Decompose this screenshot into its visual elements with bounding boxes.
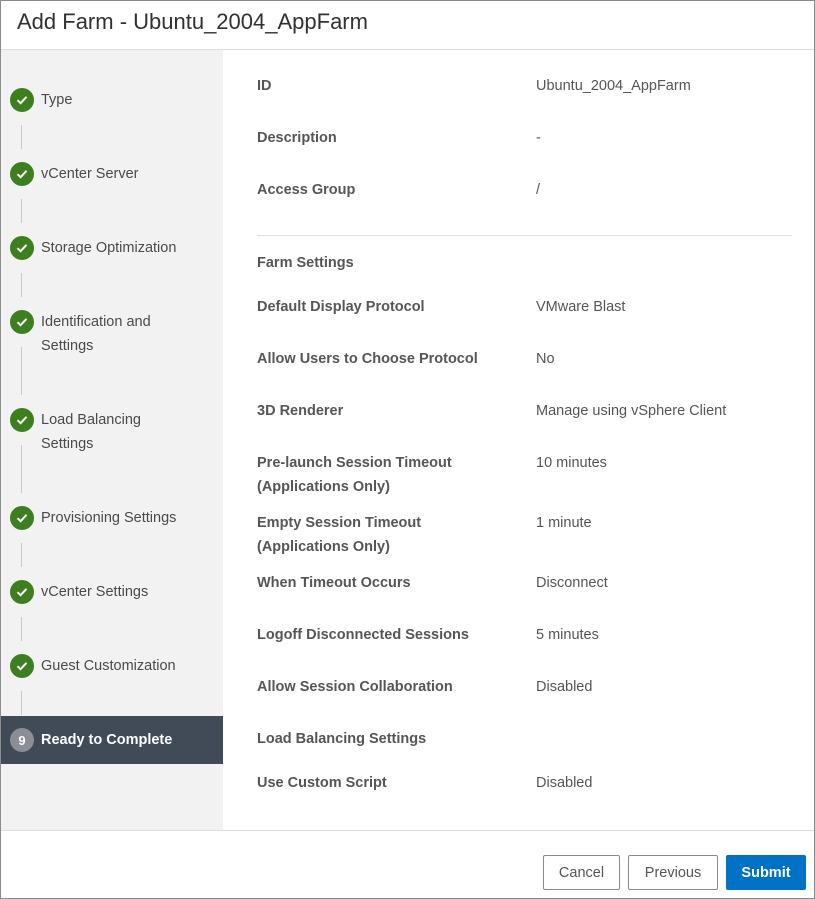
step-label: Ready to Complete bbox=[41, 732, 173, 748]
field-label: When Timeout Occurs bbox=[257, 575, 411, 591]
step-connector bbox=[21, 273, 22, 297]
step-number-badge: 9 bbox=[10, 728, 34, 752]
step-connector bbox=[21, 125, 22, 149]
step-storage-optimization[interactable] bbox=[1, 235, 223, 261]
field-value: 5 minutes bbox=[536, 627, 599, 643]
step-ready-to-complete[interactable] bbox=[1, 716, 223, 764]
field-value: Disabled bbox=[536, 679, 593, 695]
step-label: Load Balancing Settings bbox=[41, 412, 141, 452]
field-value: VMware Blast bbox=[536, 299, 626, 315]
step-label: Guest Customization bbox=[41, 658, 176, 674]
step-label: Type bbox=[41, 92, 73, 108]
step-label: Provisioning Settings bbox=[41, 510, 177, 526]
check-icon bbox=[10, 580, 34, 604]
step-label: Storage Optimization bbox=[41, 240, 177, 256]
step-provisioning-settings[interactable] bbox=[1, 505, 223, 531]
step-type[interactable] bbox=[1, 87, 223, 113]
summary-panel bbox=[223, 50, 814, 830]
step-connector bbox=[21, 617, 22, 641]
check-icon bbox=[10, 310, 34, 334]
step-connector bbox=[21, 543, 22, 567]
field-label: Allow Users to Choose Protocol bbox=[257, 351, 478, 367]
previous-button[interactable]: Previous bbox=[628, 855, 718, 890]
step-vcenter-settings[interactable] bbox=[1, 579, 223, 605]
check-icon bbox=[10, 654, 34, 678]
step-connector bbox=[21, 199, 22, 223]
dialog-header bbox=[1, 1, 814, 50]
cancel-button[interactable]: Cancel bbox=[543, 855, 620, 890]
section-divider bbox=[257, 235, 792, 236]
step-label: vCenter Settings bbox=[41, 584, 149, 600]
check-icon bbox=[10, 236, 34, 260]
field-value: 10 minutes bbox=[536, 455, 607, 471]
step-connector bbox=[21, 691, 22, 715]
step-connector bbox=[21, 445, 22, 493]
field-label: 3D Renderer bbox=[257, 403, 344, 419]
dialog-footer bbox=[1, 830, 814, 898]
step-identification-settings[interactable] bbox=[1, 309, 223, 359]
step-guest-customization[interactable] bbox=[1, 653, 223, 679]
field-value: 1 minute bbox=[536, 515, 592, 531]
field-label: Pre-launch Session Timeout (Applications Only) bbox=[257, 455, 452, 495]
section-title: Load Balancing Settings bbox=[257, 731, 427, 747]
field-value: - bbox=[536, 130, 541, 146]
step-load-balancing[interactable] bbox=[1, 407, 223, 457]
field-label: ID bbox=[257, 78, 272, 94]
check-icon bbox=[10, 88, 34, 112]
field-value: Ubuntu_2004_AppFarm bbox=[536, 78, 691, 94]
check-icon bbox=[10, 408, 34, 432]
submit-button[interactable]: Submit bbox=[726, 855, 806, 890]
field-label: Logoff Disconnected Sessions bbox=[257, 627, 469, 643]
field-label: Description bbox=[257, 130, 337, 146]
section-title: Farm Settings bbox=[257, 255, 354, 271]
field-label: Allow Session Collaboration bbox=[257, 679, 453, 695]
field-label: Empty Session Timeout (Applications Only) bbox=[257, 515, 422, 555]
field-value: Disconnect bbox=[536, 575, 608, 591]
step-vcenter-server[interactable] bbox=[1, 161, 223, 187]
field-value: / bbox=[536, 182, 541, 198]
field-value: Manage using vSphere Client bbox=[536, 403, 727, 419]
check-icon bbox=[10, 506, 34, 530]
dialog-title: Add Farm - Ubuntu_2004_AppFarm bbox=[17, 9, 368, 34]
step-label: Identification and Settings bbox=[41, 314, 151, 354]
field-label: Use Custom Script bbox=[257, 775, 387, 791]
field-value: Disabled bbox=[536, 775, 593, 791]
field-label: Default Display Protocol bbox=[257, 299, 425, 315]
step-label: vCenter Server bbox=[41, 166, 139, 182]
step-connector bbox=[21, 347, 22, 395]
wizard-sidebar bbox=[1, 50, 223, 830]
check-icon bbox=[10, 162, 34, 186]
field-label: Access Group bbox=[257, 182, 356, 198]
field-value: No bbox=[536, 351, 555, 367]
